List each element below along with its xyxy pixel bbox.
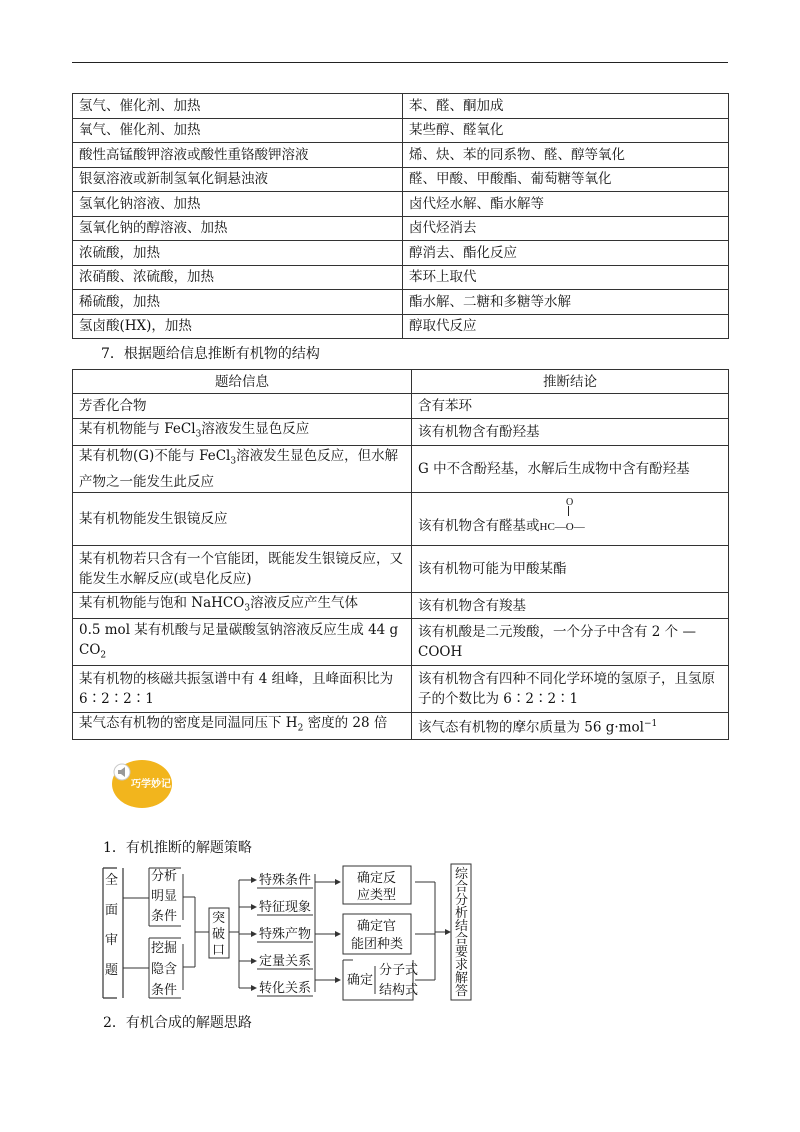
diagram-text: 特征现象 — [259, 900, 312, 915]
diagram-text: 答 — [455, 984, 469, 999]
reaction-cell: 苯环上取代 — [403, 265, 729, 290]
table-row — [73, 445, 729, 492]
info-cell: 某气态有机物的密度是同温同压下 $H_2$ 密度的 28 倍 — [73, 713, 412, 740]
diagram-text: 确定反 — [357, 871, 397, 886]
arrow-head — [335, 879, 341, 885]
info-cell: 某有机物若只含有一个官能团，既能发生银镜反应，又能发生水解反应(或皂化反应) — [73, 545, 412, 592]
table-row — [73, 143, 729, 168]
diagram-text: 口 — [212, 943, 226, 958]
reaction-cell: 苯、醛、酮加成 — [403, 94, 729, 119]
info-cell: 某有机物能发生银镜反应 — [73, 492, 412, 545]
arrow-head — [251, 931, 257, 937]
arrow-head — [335, 931, 341, 937]
diagram-text: 要 — [455, 945, 469, 960]
reaction-cell: 醇取代反应 — [403, 314, 729, 339]
arrow-head — [335, 977, 341, 983]
table-row — [73, 192, 729, 217]
structure-inference-table — [72, 369, 729, 740]
diagram-text: 挖掘 — [151, 941, 178, 956]
diagram-text: 解 — [455, 971, 469, 986]
table-row — [73, 314, 729, 339]
table-row — [73, 666, 729, 713]
reaction-conditions-table — [72, 93, 729, 339]
conclusion-cell: 含有苯环 — [412, 394, 729, 419]
diagram-text: 题 — [105, 963, 119, 978]
diagram-text: 合 — [455, 932, 469, 947]
diagram-text: 转化关系 — [259, 981, 312, 996]
conclusion-cell: 该有机物含有酚羟基 — [412, 419, 729, 446]
arrow-head — [251, 985, 257, 991]
condition-cell: 氢氧化钠的醇溶液、加热 — [73, 216, 403, 241]
connector — [195, 897, 209, 967]
condition-cell: 稀硫酸，加热 — [73, 290, 403, 315]
condition-cell: 浓硝酸、浓硫酸，加热 — [73, 265, 403, 290]
diagram-text: 突 — [212, 911, 226, 926]
tips-badge — [106, 758, 176, 810]
arrow-head — [445, 929, 451, 935]
diagram-text: 隐含 — [151, 962, 178, 977]
reaction-cell: 酯水解、二糖和多糖等水解 — [403, 290, 729, 315]
reaction-cell: 卤代烃水解、酯水解等 — [403, 192, 729, 217]
condition-cell: 银氨溶液或新制氢氧化铜悬浊液 — [73, 167, 403, 192]
info-cell: 某有机物能与 FeCl$_3$溶液发生显色反应 — [73, 419, 412, 446]
arrow-head — [251, 877, 257, 883]
table-row — [73, 216, 729, 241]
diagram-text: 全 — [105, 873, 119, 888]
section-7-heading: 7．根据题给信息推断有机物的结构 — [101, 346, 320, 362]
table-row — [73, 492, 729, 545]
diagram-text: 应类型 — [357, 888, 397, 903]
table-row — [73, 118, 729, 143]
conclusion-cell: 该有机物含有四种不同化学环境的氢原子，且氢原子的个数比为 6∶2∶2∶1 — [412, 666, 729, 713]
table-row — [73, 394, 729, 419]
info-cell: 0.5 mol 某有机酸与足量碳酸氢钠溶液反应生成 44 g $CO_2$ — [73, 619, 412, 666]
header-rule — [72, 62, 728, 63]
diagram-text: 条件 — [151, 909, 178, 924]
condition-cell: 氢气、催化剂、加热 — [73, 94, 403, 119]
table-row — [73, 592, 729, 619]
info-cell: 芳香化合物 — [73, 394, 412, 419]
header-cell: 推断结论 — [412, 370, 729, 394]
diagram-text: 能团种类 — [351, 937, 404, 952]
diagram-text: 定量关系 — [259, 954, 312, 969]
table-row — [73, 241, 729, 266]
badge-label: 巧学妙记 — [131, 779, 171, 790]
arrow-head — [251, 958, 257, 964]
diagram-text: 审 — [105, 933, 119, 948]
diagram-text: 特殊条件 — [259, 873, 312, 888]
diagram-text: 合 — [455, 880, 469, 895]
connector — [229, 880, 239, 988]
diagram-text: 综 — [455, 867, 469, 882]
diagram-text: 结 — [455, 919, 469, 934]
conclusion-cell: G 中不含酚羟基，水解后生成物中含有酚羟基 — [412, 445, 729, 492]
table-row — [73, 290, 729, 315]
condition-cell: 浓硫酸，加热 — [73, 241, 403, 266]
conclusion-cell: 该有机物含有羧基 — [412, 592, 729, 619]
reaction-cell: 醇消去、酯化反应 — [403, 241, 729, 266]
diagram-text: 特殊产物 — [259, 927, 312, 942]
reaction-cell: 卤代烃消去 — [403, 216, 729, 241]
diagram-text: 分子式 — [379, 963, 419, 978]
info-cell: 某有机物的核磁共振氢谱中有 4 组峰，且峰面积比为 6∶2∶2∶1 — [73, 666, 412, 713]
arrow-head — [251, 904, 257, 910]
diagram-text: 破 — [212, 927, 226, 942]
formate-group: HC—O— — [539, 521, 585, 534]
reaction-cell: 醛、甲酸、甲酸酯、葡萄糖等氧化 — [403, 167, 729, 192]
diagram-text: 面 — [105, 903, 119, 918]
conclusion-cell: 该有机物可能为甲酸某酯 — [412, 545, 729, 592]
conclusion-cell: 该有机酸是二元羧酸，一个分子中含有 2 个 —COOH — [412, 619, 729, 666]
carbonyl-oxygen: O — [566, 496, 574, 508]
header-cell: 题给信息 — [73, 370, 412, 394]
double-bond-mark — [568, 506, 569, 516]
condition-cell: 氢卤酸(HX)，加热 — [73, 314, 403, 339]
table-row — [73, 265, 729, 290]
table-row — [73, 419, 729, 446]
diagram-text: 确定官 — [357, 919, 397, 934]
table-row — [73, 619, 729, 666]
table-row — [73, 167, 729, 192]
diagram-text: 条件 — [151, 983, 178, 998]
condition-cell: 氢氧化钠溶液、加热 — [73, 192, 403, 217]
conclusion-cell: 该气态有机物的摩尔质量为 56 g·mol$^{-1}$ — [412, 713, 729, 740]
reaction-cell: 某些醇、醛氧化 — [403, 118, 729, 143]
condition-cell: 酸性高锰酸钾溶液或酸性重铬酸钾溶液 — [73, 143, 403, 168]
diagram-text: 析 — [455, 906, 469, 921]
diagram-text: 求 — [455, 958, 469, 973]
info-cell: 某有机物能与饱和 NaHCO$_3$溶液反应产生气体 — [73, 592, 412, 619]
reaction-cell: 烯、炔、苯的同系物、醛、醇等氧化 — [403, 143, 729, 168]
strategy-diagram — [95, 862, 485, 1004]
diagram-text: 分析 — [151, 869, 178, 884]
heading-strategy: 1．有机推断的解题策略 — [103, 840, 252, 856]
table-row — [73, 713, 729, 740]
table-row — [73, 545, 729, 592]
diagram-text: 确定 — [347, 973, 374, 988]
heading-synthesis: 2．有机合成的解题思路 — [103, 1015, 252, 1031]
condition-cell: 氧气、催化剂、加热 — [73, 118, 403, 143]
diagram-text: 结构式 — [379, 983, 419, 998]
diagram-text: 分 — [455, 893, 469, 908]
table-row — [73, 94, 729, 119]
diagram-text: 明显 — [151, 889, 178, 904]
info-cell: 某有机物(G)不能与 FeCl$_3$溶液发生显色反应，但水解产物之一能发生此反应 — [73, 445, 412, 492]
conclusion-cell: 该有机物含有醛基或HC—O— O — [412, 492, 729, 545]
